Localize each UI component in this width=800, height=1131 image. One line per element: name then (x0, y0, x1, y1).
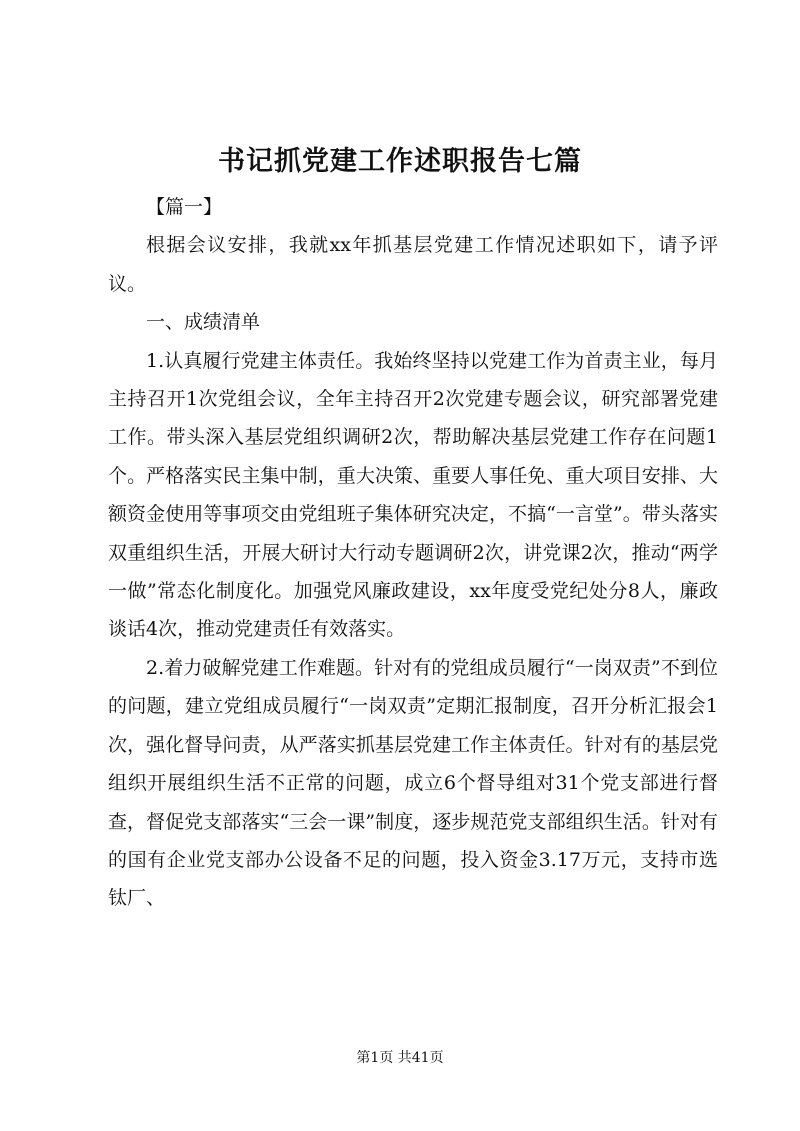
document-body (108, 188, 718, 918)
paragraph-item-2: 2.着力破解党建工作难题。针对有的党组成员履行“一岗双责”不到位的问题，建立党组成员履行“一岗双责”定期汇报制度，召开分析汇报会1次，强化督导问责，从严落实抓基层党建工作主体责任。针对有的基层党组织开展组织生活不正常的问题，成立6个督导组对31个党支部进行督查，督促党支部落实“三会一课”制度，逐步规范党支部组织生活。针对有的国有企业党支部办公设备不足的问题，投入资金3.17万元，支持市选钛厂、 (108, 656, 718, 910)
page-number-footer: 第1页 共41页 (356, 1050, 444, 1066)
section-heading-achievements: 一、成绩清单 (146, 311, 261, 334)
paragraph-item-1: 1.认真履行党建主体责任。我始终坚持以党建工作为首责主业，每月主持召开1次党组会议，全年主持召开2次党建专题会议，研究部署党建工作。带头深入基层党组织调研2次，帮助解决基层党建工作存在问题1个。严格落实民主集中制，重大决策、重要人事任免、重大项目安排、大额资金使用等事项交由党组班子集体研究决定，不搞“一言堂”。带头落实双重组织生活，开展大研讨大行动专题调研2次，讲党课2次，推动“两学一做”常态化制度化。加强党风廉政建设，xx年度受党纪处分8人，廉政谈话4次，推动党建责任有效落实。 (108, 349, 718, 641)
section-label: 【篇一】 (146, 196, 223, 218)
document-title: 书记抓党建工作述职报告七篇 (218, 146, 582, 177)
paragraph-intro: 根据会议安排，我就xx年抓基层党建工作情况述职如下，请予评议。 (108, 234, 718, 295)
